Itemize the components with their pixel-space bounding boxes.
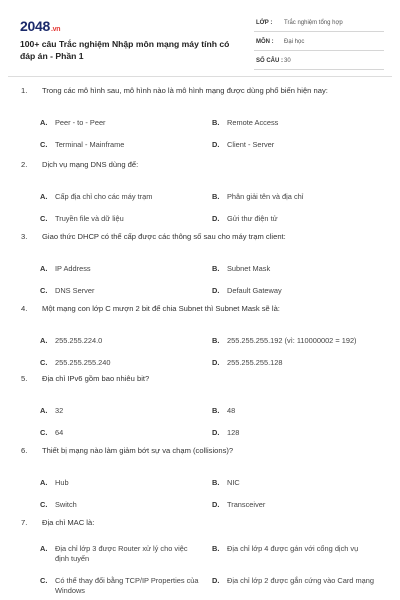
question-prompt: Thiết bị mạng nào làm giảm bớt sự va chạm (collisions)? xyxy=(42,446,234,455)
logo[interactable] xyxy=(20,18,60,34)
meta-value: 30 xyxy=(284,58,291,64)
option-text: 255.255.255.240 xyxy=(55,358,111,367)
meta-key: MÔN : xyxy=(256,39,274,45)
option-text: Transceiver xyxy=(227,500,266,509)
page-title: 100+ câu Trắc nghiệm Nhập môn mạng máy tính có đáp án - Phần 1 xyxy=(20,39,230,61)
option-text: Gửi thư điện tử xyxy=(227,214,278,223)
meta-table xyxy=(254,16,384,73)
question-number: 3. xyxy=(21,232,28,241)
option-text: 255.255.255.128 xyxy=(227,358,283,367)
question-text xyxy=(8,304,392,314)
option-letter: A. xyxy=(40,544,48,553)
option-letter: D. xyxy=(212,140,220,149)
option-letter: B. xyxy=(212,192,220,201)
option-text: Client - Server xyxy=(227,140,275,149)
option-letter: C. xyxy=(40,140,48,149)
meta-key: SỐ CÂU : xyxy=(256,58,283,64)
option-letter: C. xyxy=(40,214,48,223)
question-1 xyxy=(8,86,392,160)
option-text: Truyền file và dữ liệu xyxy=(55,214,124,223)
option-text: Địa chỉ lớp 3 được Router xử lý cho việc định tuyến xyxy=(55,544,188,563)
option-text: 255.255.224.0 xyxy=(55,336,103,345)
options xyxy=(8,242,392,306)
meta-row-count xyxy=(254,54,384,70)
option-letter: B. xyxy=(212,544,220,553)
question-number: 5. xyxy=(21,374,28,383)
question-2 xyxy=(8,160,392,234)
option-letter: D. xyxy=(212,358,220,367)
question-text xyxy=(8,446,392,456)
option-text: Cấp địa chỉ cho các máy trạm xyxy=(55,192,153,201)
option-letter: A. xyxy=(40,264,48,273)
option-text: Default Gateway xyxy=(227,286,282,295)
options xyxy=(8,528,392,596)
meta-row-class xyxy=(254,16,384,32)
option-letter: B. xyxy=(212,264,220,273)
option-text: 128 xyxy=(227,428,240,437)
option-text: 32 xyxy=(55,406,64,415)
option-letter: B. xyxy=(212,336,220,345)
question-number: 1. xyxy=(21,86,28,95)
option-text: NIC xyxy=(227,478,240,487)
question-text xyxy=(8,518,392,528)
question-text xyxy=(8,86,392,96)
options xyxy=(8,314,392,378)
meta-row-subject xyxy=(254,35,384,51)
option-text: Phân giải tên và địa chỉ xyxy=(227,192,304,201)
question-text xyxy=(8,160,392,170)
option-letter: C. xyxy=(40,358,48,367)
option-text: Peer - to - Peer xyxy=(55,118,106,127)
meta-key: LỚP : xyxy=(256,20,273,26)
meta-value: Đại học xyxy=(284,39,305,45)
option-letter: D. xyxy=(212,576,220,585)
options xyxy=(8,170,392,234)
option-letter: A. xyxy=(40,336,48,345)
option-text: 48 xyxy=(227,406,236,415)
question-prompt: Giao thức DHCP có thể cấp được các thông số sau cho máy trạm client: xyxy=(42,232,286,241)
question-prompt: Địa chỉ MAC là: xyxy=(42,518,95,527)
meta-value: Trắc nghiệm tổng hợp xyxy=(284,20,343,26)
option-letter: D. xyxy=(212,286,220,295)
question-text xyxy=(8,374,392,384)
option-text: IP Address xyxy=(55,264,91,273)
option-text: Switch xyxy=(55,500,77,509)
question-number: 6. xyxy=(21,446,28,455)
question-number: 4. xyxy=(21,304,28,313)
option-letter: C. xyxy=(40,576,48,585)
options xyxy=(8,384,392,448)
option-text: Hub xyxy=(55,478,69,487)
option-text: Remote Access xyxy=(227,118,279,127)
question-4 xyxy=(8,304,392,378)
question-number: 2. xyxy=(21,160,28,169)
option-text: DNS Server xyxy=(55,286,95,295)
option-text: 64 xyxy=(55,428,64,437)
option-letter: B. xyxy=(212,406,220,415)
option-text: Terminal - Mainframe xyxy=(55,140,125,149)
question-7 xyxy=(8,518,392,596)
option-text: Subnet Mask xyxy=(227,264,271,273)
option-letter: D. xyxy=(212,500,220,509)
logo-number: 2048 xyxy=(20,18,50,34)
worksheet xyxy=(8,8,392,600)
option-text: Địa chỉ lớp 2 được gắn cứng vào Card mạng xyxy=(227,576,374,585)
question-3 xyxy=(8,232,392,306)
option-letter: A. xyxy=(40,406,48,415)
option-letter: C. xyxy=(40,286,48,295)
option-letter: A. xyxy=(40,118,48,127)
question-prompt: Địa chỉ IPv6 gồm bao nhiêu bit? xyxy=(42,374,150,383)
option-text: 255.255.255.192 (vì: 110000002 = 192) xyxy=(227,336,357,345)
options xyxy=(8,456,392,520)
option-letter: B. xyxy=(212,118,220,127)
question-5 xyxy=(8,374,392,448)
logo-suffix: .vn xyxy=(50,26,61,33)
option-letter: B. xyxy=(212,478,220,487)
option-letter: D. xyxy=(212,214,220,223)
header-divider xyxy=(8,76,392,77)
options xyxy=(8,96,392,160)
option-letter: A. xyxy=(40,192,48,201)
option-letter: A. xyxy=(40,478,48,487)
question-prompt: Trong các mô hình sau, mô hình nào là mô hình mạng được dùng phổ biến hiện nay: xyxy=(42,86,328,95)
option-letter: C. xyxy=(40,428,48,437)
header xyxy=(8,8,392,70)
question-number: 7. xyxy=(21,518,28,527)
option-text: Có thể thay đổi bằng TCP/IP Properties của Windows xyxy=(55,576,199,595)
question-prompt: Một mạng con lớp C mượn 2 bit để chia Subnet thì Subnet Mask sẽ là: xyxy=(42,304,280,313)
option-letter: C. xyxy=(40,500,48,509)
question-prompt: Dịch vụ mạng DNS dùng để: xyxy=(42,160,139,169)
option-text: Địa chỉ lớp 4 được gán với cổng dịch vụ xyxy=(227,544,359,553)
option-letter: D. xyxy=(212,428,220,437)
question-6 xyxy=(8,446,392,520)
question-text xyxy=(8,232,392,242)
